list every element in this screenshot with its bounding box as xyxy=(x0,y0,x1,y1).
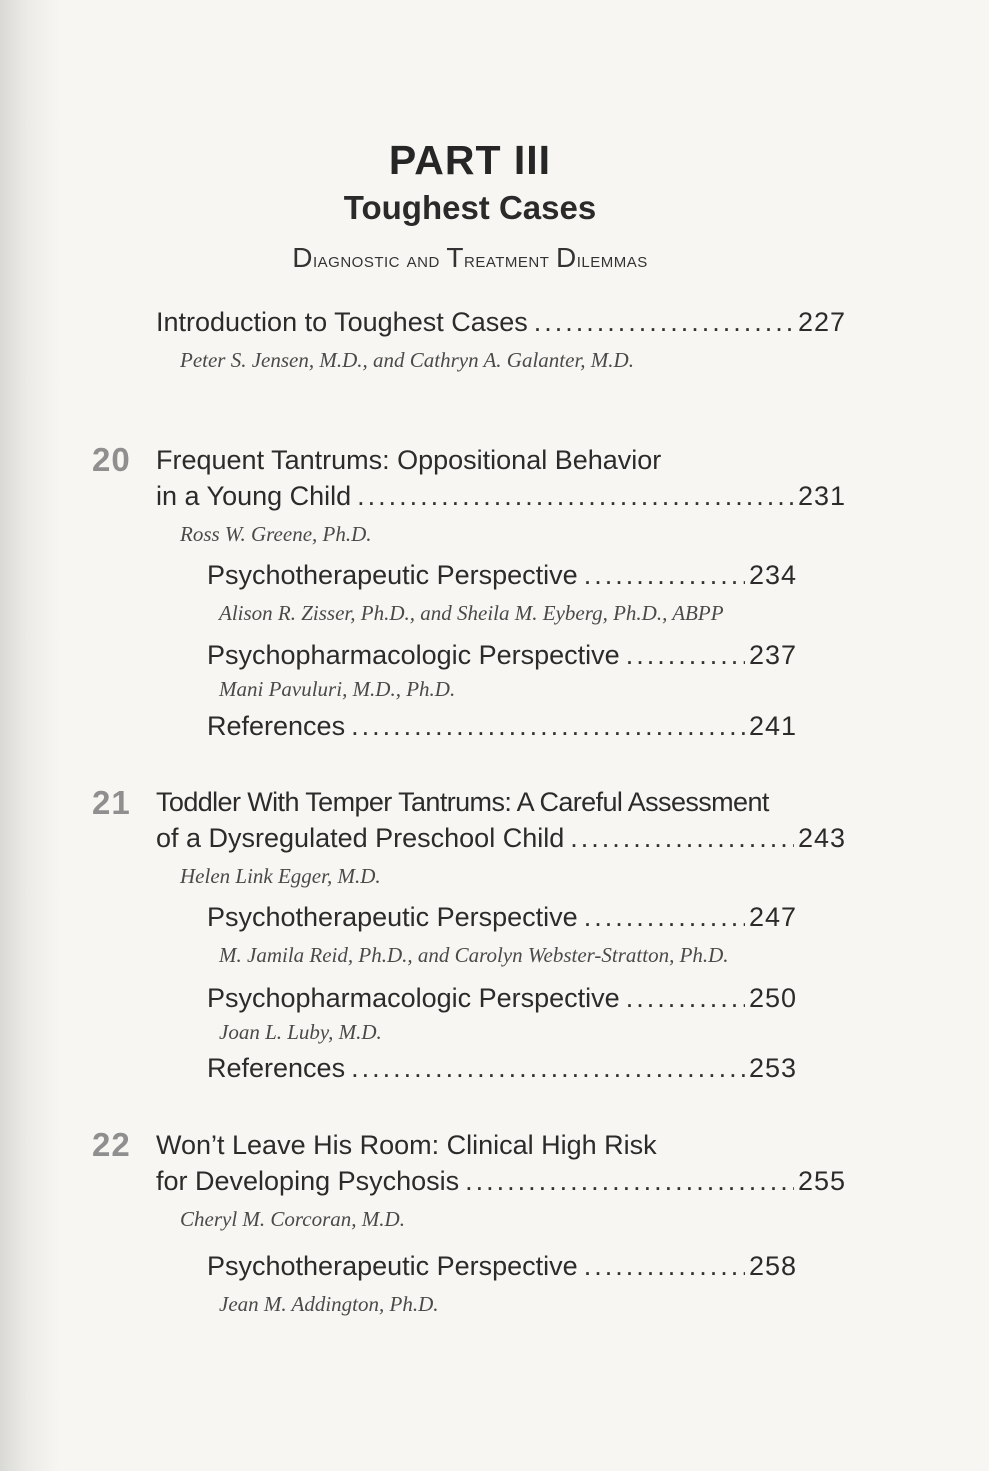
chapter-number: 20 xyxy=(92,441,131,478)
chapter-title-line2: of a Dysregulated Preschool Child xyxy=(156,823,565,853)
toc-page-number: 247 xyxy=(748,902,797,932)
section-title: Psychotherapeutic Perspective xyxy=(207,560,578,590)
toc-page-number: 258 xyxy=(748,1251,797,1281)
leader-dots xyxy=(584,902,745,933)
chapter-title-line1: Frequent Tantrums: Oppositional Behavior xyxy=(156,445,662,475)
toc-section-entry[interactable] xyxy=(207,902,797,933)
toc-section-entry[interactable] xyxy=(207,711,797,742)
section-author: Mani Pavuluri, M.D., Ph.D. xyxy=(219,677,456,701)
chapter-title-line1: Won’t Leave His Room: Clinical High Risk xyxy=(156,1130,657,1160)
chapter-number: 21 xyxy=(92,784,131,821)
toc-entry-title: Introduction to Toughest Cases xyxy=(156,307,528,337)
leader-dots xyxy=(351,1053,745,1084)
toc-page-number: 243 xyxy=(797,823,846,853)
section-title: Psychopharmacologic Perspective xyxy=(207,983,620,1013)
leader-dots xyxy=(570,823,794,854)
part-subtitle: Diagnostic and Treatment Dilemmas xyxy=(292,242,648,273)
chapter-title-line2: in a Young Child xyxy=(156,481,352,511)
leader-dots xyxy=(351,711,745,742)
section-title: Psychotherapeutic Perspective xyxy=(207,902,578,932)
toc-entry-chapter-20[interactable] xyxy=(156,481,846,512)
section-title: References xyxy=(207,1053,346,1083)
toc-section-entry[interactable] xyxy=(207,983,797,1014)
toc-section-entry[interactable] xyxy=(207,560,797,591)
section-title: Psychopharmacologic Perspective xyxy=(207,640,620,670)
section-author: M. Jamila Reid, Ph.D., and Carolyn Webster-Stratton, Ph.D. xyxy=(219,943,729,967)
section-author: Alison R. Zisser, Ph.D., and Sheila M. Eyberg, Ph.D., ABPP xyxy=(219,601,724,625)
toc-page-number: 237 xyxy=(748,640,797,670)
toc-page-number: 234 xyxy=(748,560,797,590)
chapter-title-line2: for Developing Psychosis xyxy=(156,1166,460,1196)
section-author: Joan L. Luby, M.D. xyxy=(219,1020,382,1044)
toc-author: Ross W. Greene, Ph.D. xyxy=(180,522,372,546)
toc-section-entry[interactable] xyxy=(207,640,797,671)
toc-author: Cheryl M. Corcoran, M.D. xyxy=(180,1207,405,1231)
leader-dots xyxy=(357,481,794,512)
toc-page-number: 250 xyxy=(748,983,797,1013)
toc-page-number: 231 xyxy=(797,481,846,511)
leader-dots xyxy=(584,560,745,591)
section-title: Psychotherapeutic Perspective xyxy=(207,1251,578,1281)
toc-page-number: 253 xyxy=(748,1053,797,1083)
leader-dots xyxy=(465,1166,794,1197)
chapter-title-line1: Toddler With Temper Tantrums: A Careful Assessment xyxy=(156,787,769,817)
toc-author: Peter S. Jensen, M.D., and Cathryn A. Galanter, M.D. xyxy=(180,348,634,372)
toc-author: Helen Link Egger, M.D. xyxy=(180,864,381,888)
toc-section-entry[interactable] xyxy=(207,1251,797,1282)
toc-entry-introduction[interactable] xyxy=(156,307,846,338)
chapter-number: 22 xyxy=(92,1126,131,1163)
toc-section-entry[interactable] xyxy=(207,1053,797,1084)
leader-dots xyxy=(626,983,745,1014)
section-title: References xyxy=(207,711,346,741)
section-author: Jean M. Addington, Ph.D. xyxy=(219,1292,439,1316)
leader-dots xyxy=(534,307,794,338)
toc-page-number: 255 xyxy=(797,1166,846,1196)
part-heading: PART III xyxy=(388,137,552,183)
toc-page-number: 241 xyxy=(748,711,797,741)
leader-dots xyxy=(626,640,745,671)
part-title: Toughest Cases xyxy=(343,189,597,226)
toc-entry-chapter-21[interactable] xyxy=(156,823,846,854)
leader-dots xyxy=(584,1251,745,1282)
toc-page-number: 227 xyxy=(797,307,846,337)
toc-entry-chapter-22[interactable] xyxy=(156,1166,846,1197)
